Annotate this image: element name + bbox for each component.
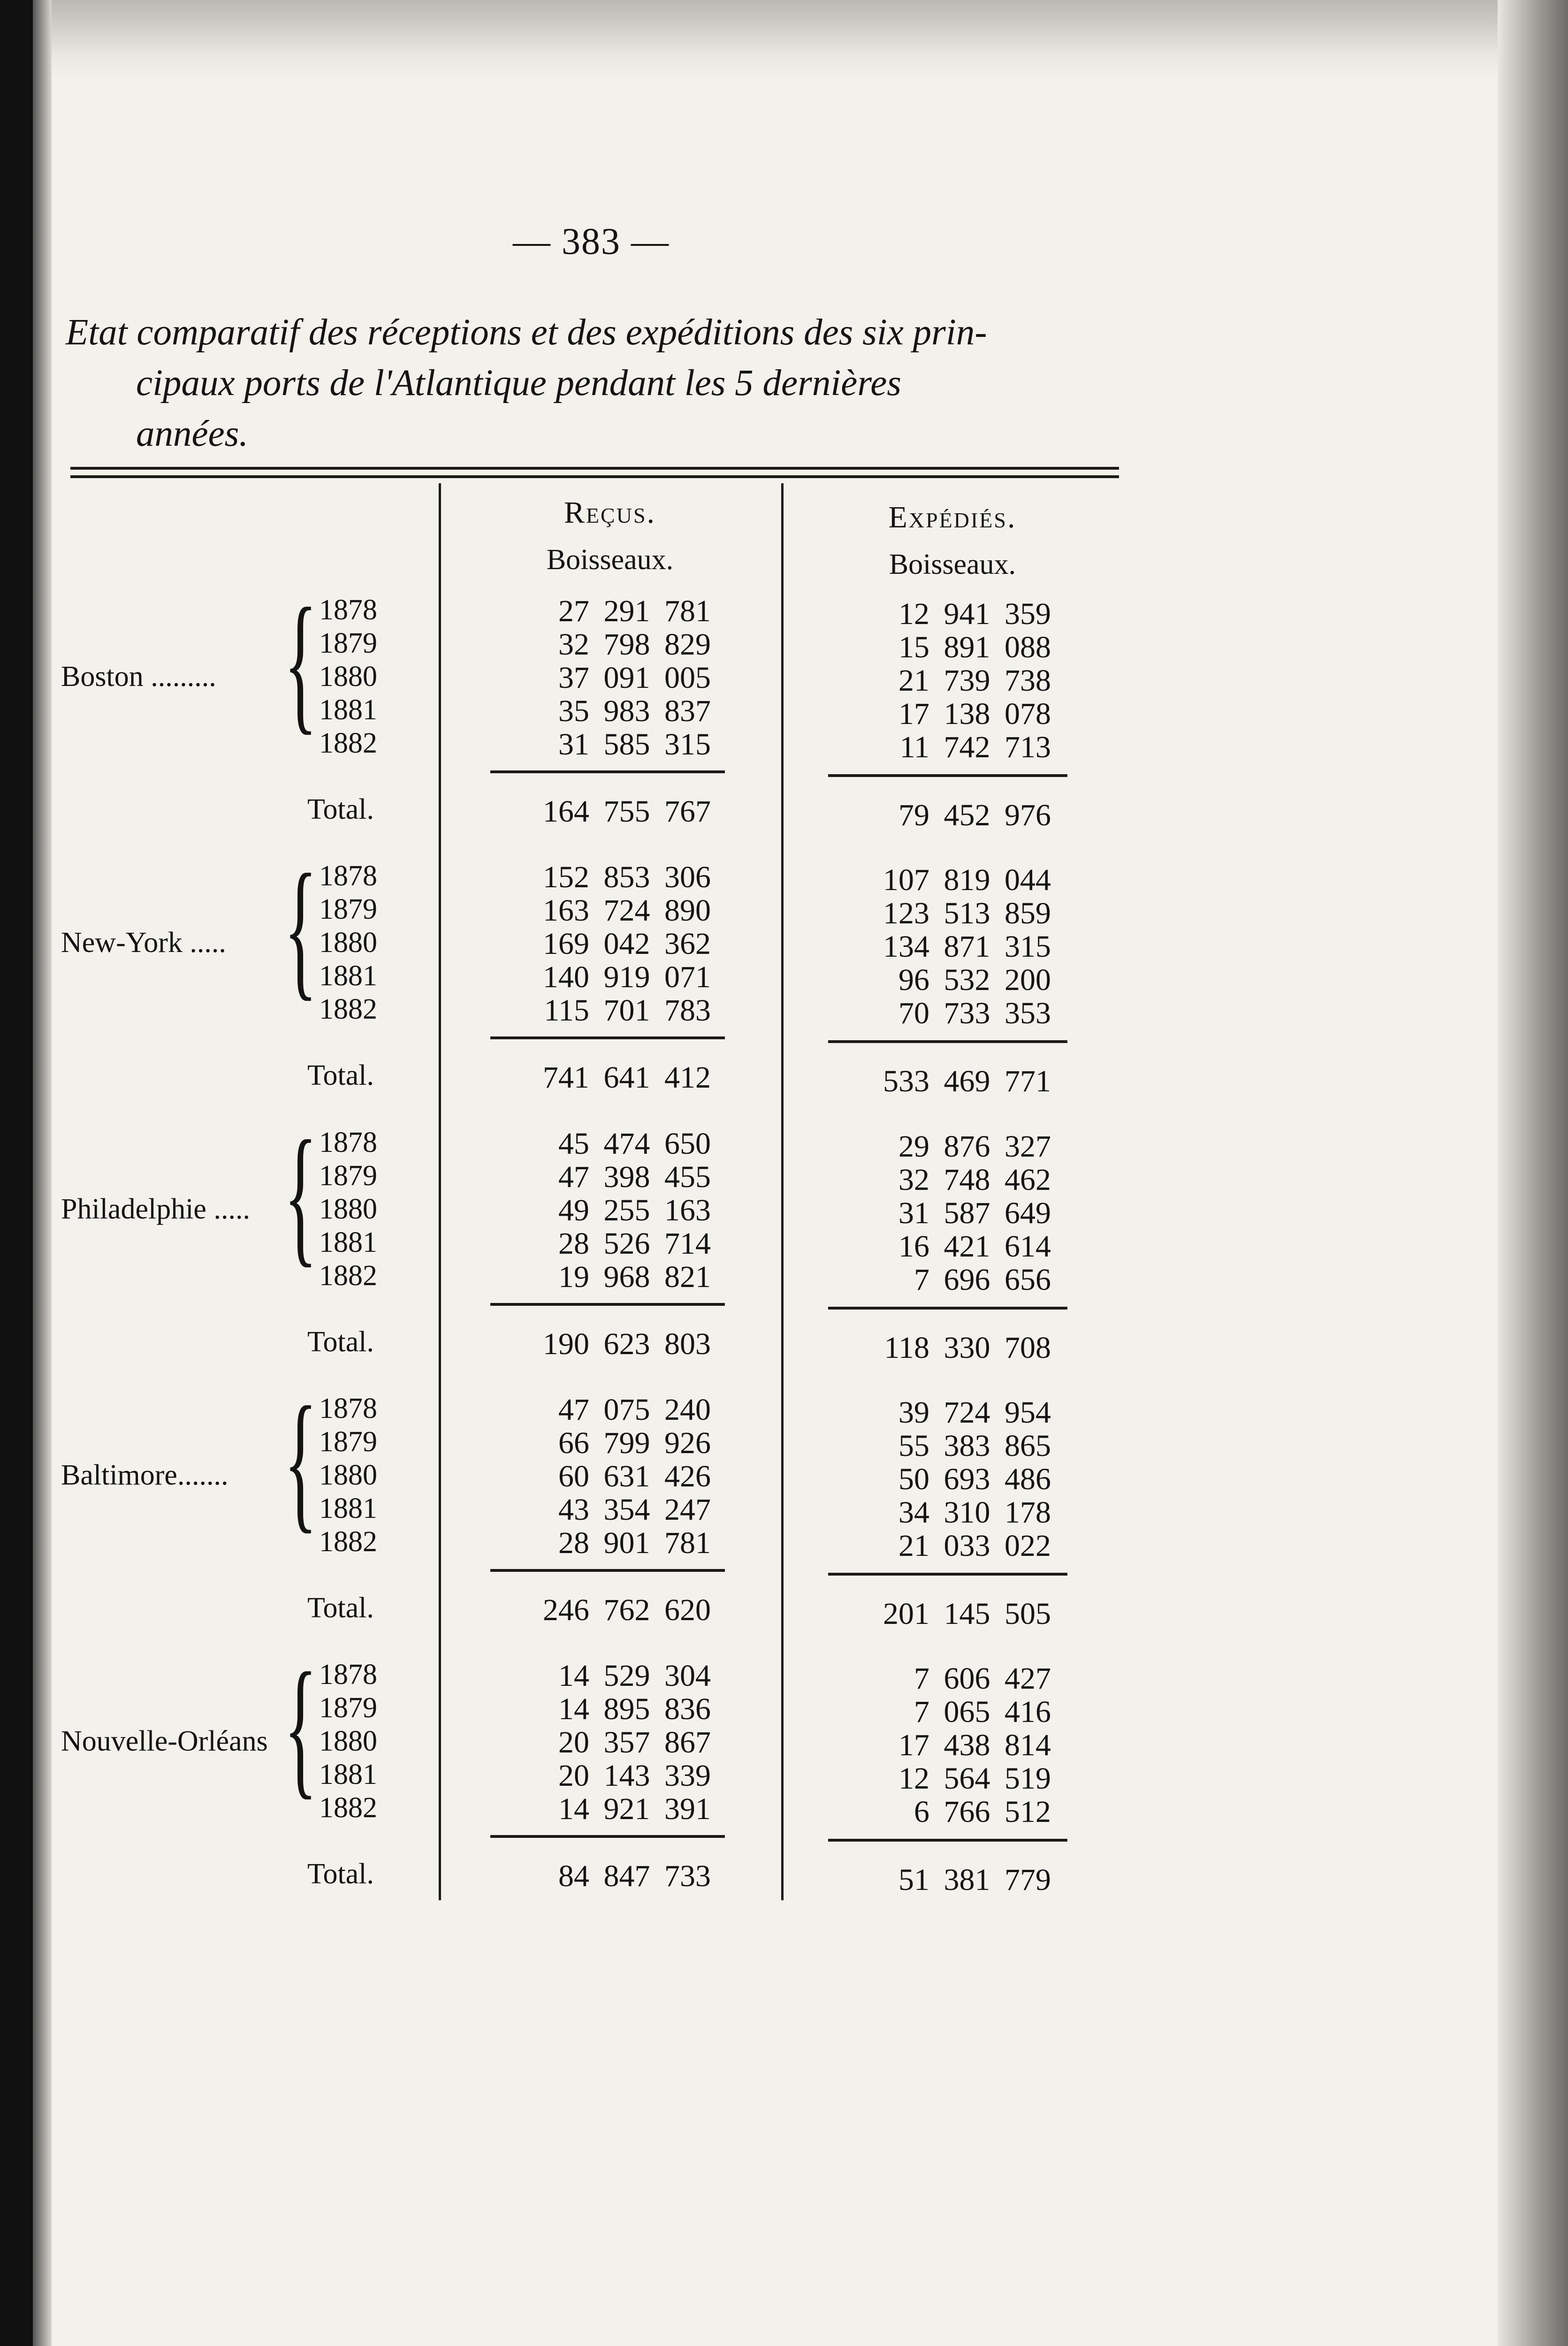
shipped-value: 12 564 519	[898, 1761, 1051, 1796]
received-value: 140 919 071	[543, 960, 711, 994]
received-value: 45 474 650	[558, 1127, 711, 1161]
shipped-total: 51 381 779	[898, 1863, 1051, 1897]
received-value: 14 921 391	[558, 1792, 711, 1826]
received-value: 169 042 362	[543, 927, 711, 961]
year-label: 1879	[319, 1160, 377, 1192]
shipped-value: 107 819 044	[883, 863, 1051, 897]
shipped-value: 12 941 359	[898, 597, 1051, 631]
shipped-value: 55 383 865	[898, 1429, 1051, 1463]
total-label: Total.	[307, 1592, 374, 1624]
year-label: 1878	[319, 1127, 377, 1158]
received-value: 35 983 837	[558, 694, 711, 728]
shipped-value: 39 724 954	[898, 1395, 1051, 1430]
received-total: 246 762 620	[543, 1593, 711, 1627]
received-value: 14 895 836	[558, 1692, 711, 1726]
total-label: Total.	[307, 1858, 374, 1890]
received-subtotal-rule	[490, 1835, 725, 1838]
shipped-subtotal-rule	[828, 1040, 1067, 1043]
year-label: 1880	[319, 1193, 377, 1225]
received-total: 84 847 733	[558, 1859, 711, 1893]
received-value: 163 724 890	[543, 893, 711, 928]
shipped-value: 16 421 614	[898, 1229, 1051, 1264]
shipped-value: 17 438 814	[898, 1728, 1051, 1762]
shipped-value: 15 891 088	[898, 630, 1051, 664]
scan-top-edge	[0, 0, 1568, 80]
shipped-subtotal-rule	[828, 1839, 1067, 1842]
shipped-total: 201 145 505	[883, 1597, 1051, 1631]
received-unit: Boisseaux.	[546, 544, 674, 576]
shipped-value: 34 310 178	[898, 1495, 1051, 1530]
received-subtotal-rule	[490, 770, 725, 773]
scan-left-edge	[0, 0, 33, 2346]
title-line-2: cipaux ports de l'Atlantique pendant les 5 dernières	[136, 363, 901, 404]
year-label: 1880	[319, 927, 377, 959]
received-value: 32 798 829	[558, 627, 711, 662]
shipped-total: 533 469 771	[883, 1064, 1051, 1098]
shipped-value: 123 513 859	[883, 896, 1051, 930]
shipped-subtotal-rule	[828, 1307, 1067, 1310]
received-value: 60 631 426	[558, 1459, 711, 1493]
received-value: 20 143 339	[558, 1759, 711, 1793]
shipped-value: 21 739 738	[898, 663, 1051, 698]
year-label: 1880	[319, 661, 377, 693]
year-label: 1878	[319, 860, 377, 892]
received-total: 190 623 803	[543, 1327, 711, 1361]
year-label: 1882	[319, 1260, 377, 1292]
received-value: 27 291 781	[558, 594, 711, 628]
received-value: 20 357 867	[558, 1725, 711, 1760]
received-value: 47 075 240	[558, 1393, 711, 1427]
shipped-value: 70 733 353	[898, 996, 1051, 1030]
received-value: 152 853 306	[543, 860, 711, 894]
year-label: 1879	[319, 893, 377, 925]
port-name: Boston .........	[61, 661, 216, 693]
scan-right-edge	[1498, 0, 1568, 2346]
year-label: 1882	[319, 993, 377, 1025]
received-value: 28 526 714	[558, 1226, 711, 1261]
table-top-rule-2	[70, 475, 1119, 478]
shipped-value: 6 766 512	[914, 1795, 1051, 1829]
shipped-value: 21 033 022	[898, 1529, 1051, 1563]
total-label: Total.	[307, 1059, 374, 1091]
year-label: 1881	[319, 694, 377, 726]
shipped-subtotal-rule	[828, 774, 1067, 777]
column-divider-right	[781, 483, 784, 1900]
year-label: 1882	[319, 727, 377, 759]
year-label: 1878	[319, 594, 377, 626]
received-value: 66 799 926	[558, 1426, 711, 1460]
shipped-header: Expédiés.	[888, 500, 1017, 534]
scan-left-shadow	[33, 0, 52, 2346]
shipped-value: 11 742 713	[899, 730, 1051, 764]
year-label: 1878	[319, 1393, 377, 1424]
title-line-1: Etat comparatif des réceptions et des expéditions des six prin-	[66, 312, 987, 353]
year-label: 1880	[319, 1459, 377, 1491]
received-value: 28 901 781	[558, 1526, 711, 1560]
port-brace: {	[284, 577, 318, 748]
shipped-unit: Boisseaux.	[889, 548, 1016, 580]
shipped-value: 7 606 427	[914, 1661, 1051, 1696]
received-value: 31 585 315	[558, 727, 711, 762]
shipped-value: 32 748 462	[898, 1163, 1051, 1197]
year-label: 1882	[319, 1792, 377, 1824]
port-brace: {	[284, 1641, 318, 1813]
received-value: 37 091 005	[558, 661, 711, 695]
received-value: 47 398 455	[558, 1160, 711, 1194]
received-value: 43 354 247	[558, 1493, 711, 1527]
shipped-value: 31 587 649	[898, 1196, 1051, 1230]
year-label: 1881	[319, 1759, 377, 1790]
year-label: 1880	[319, 1725, 377, 1757]
port-name: Philadelphie .....	[61, 1193, 250, 1225]
received-header: Reçus.	[563, 495, 656, 530]
total-label: Total.	[307, 793, 374, 825]
received-value: 14 529 304	[558, 1659, 711, 1693]
table-top-rule	[70, 467, 1119, 470]
shipped-value: 7 696 656	[914, 1263, 1051, 1297]
year-label: 1882	[319, 1526, 377, 1558]
received-value: 49 255 163	[558, 1193, 711, 1227]
year-label: 1881	[319, 1226, 377, 1258]
shipped-value: 7 065 416	[914, 1695, 1051, 1729]
year-label: 1879	[319, 1692, 377, 1724]
title-line-3: années.	[136, 413, 249, 454]
port-brace: {	[284, 1375, 318, 1546]
shipped-value: 29 876 327	[898, 1129, 1051, 1164]
year-label: 1881	[319, 1493, 377, 1524]
shipped-total: 118 330 708	[884, 1331, 1051, 1365]
year-label: 1879	[319, 627, 377, 659]
port-name: Baltimore.......	[61, 1459, 228, 1491]
page-number: — 383 —	[513, 221, 670, 262]
column-divider-left	[439, 483, 441, 1900]
shipped-value: 134 871 315	[883, 929, 1051, 964]
port-brace: {	[284, 843, 318, 1014]
received-value: 19 968 821	[558, 1260, 711, 1294]
year-label: 1878	[319, 1659, 377, 1691]
shipped-subtotal-rule	[828, 1573, 1067, 1576]
port-name: Nouvelle-Orléans	[61, 1725, 268, 1757]
received-subtotal-rule	[490, 1569, 725, 1572]
shipped-value: 96 532 200	[898, 963, 1051, 997]
received-subtotal-rule	[490, 1036, 725, 1039]
shipped-value: 50 693 486	[898, 1462, 1051, 1496]
received-value: 115 701 783	[544, 993, 711, 1028]
port-brace: {	[284, 1109, 318, 1280]
year-label: 1881	[319, 960, 377, 992]
received-total: 164 755 767	[543, 794, 711, 829]
received-total: 741 641 412	[543, 1060, 711, 1095]
table-title	[66, 307, 1131, 459]
total-label: Total.	[307, 1326, 374, 1358]
port-name: New-York .....	[61, 927, 226, 959]
received-subtotal-rule	[490, 1303, 725, 1306]
year-label: 1879	[319, 1426, 377, 1458]
shipped-total: 79 452 976	[898, 798, 1051, 832]
shipped-value: 17 138 078	[898, 697, 1051, 731]
